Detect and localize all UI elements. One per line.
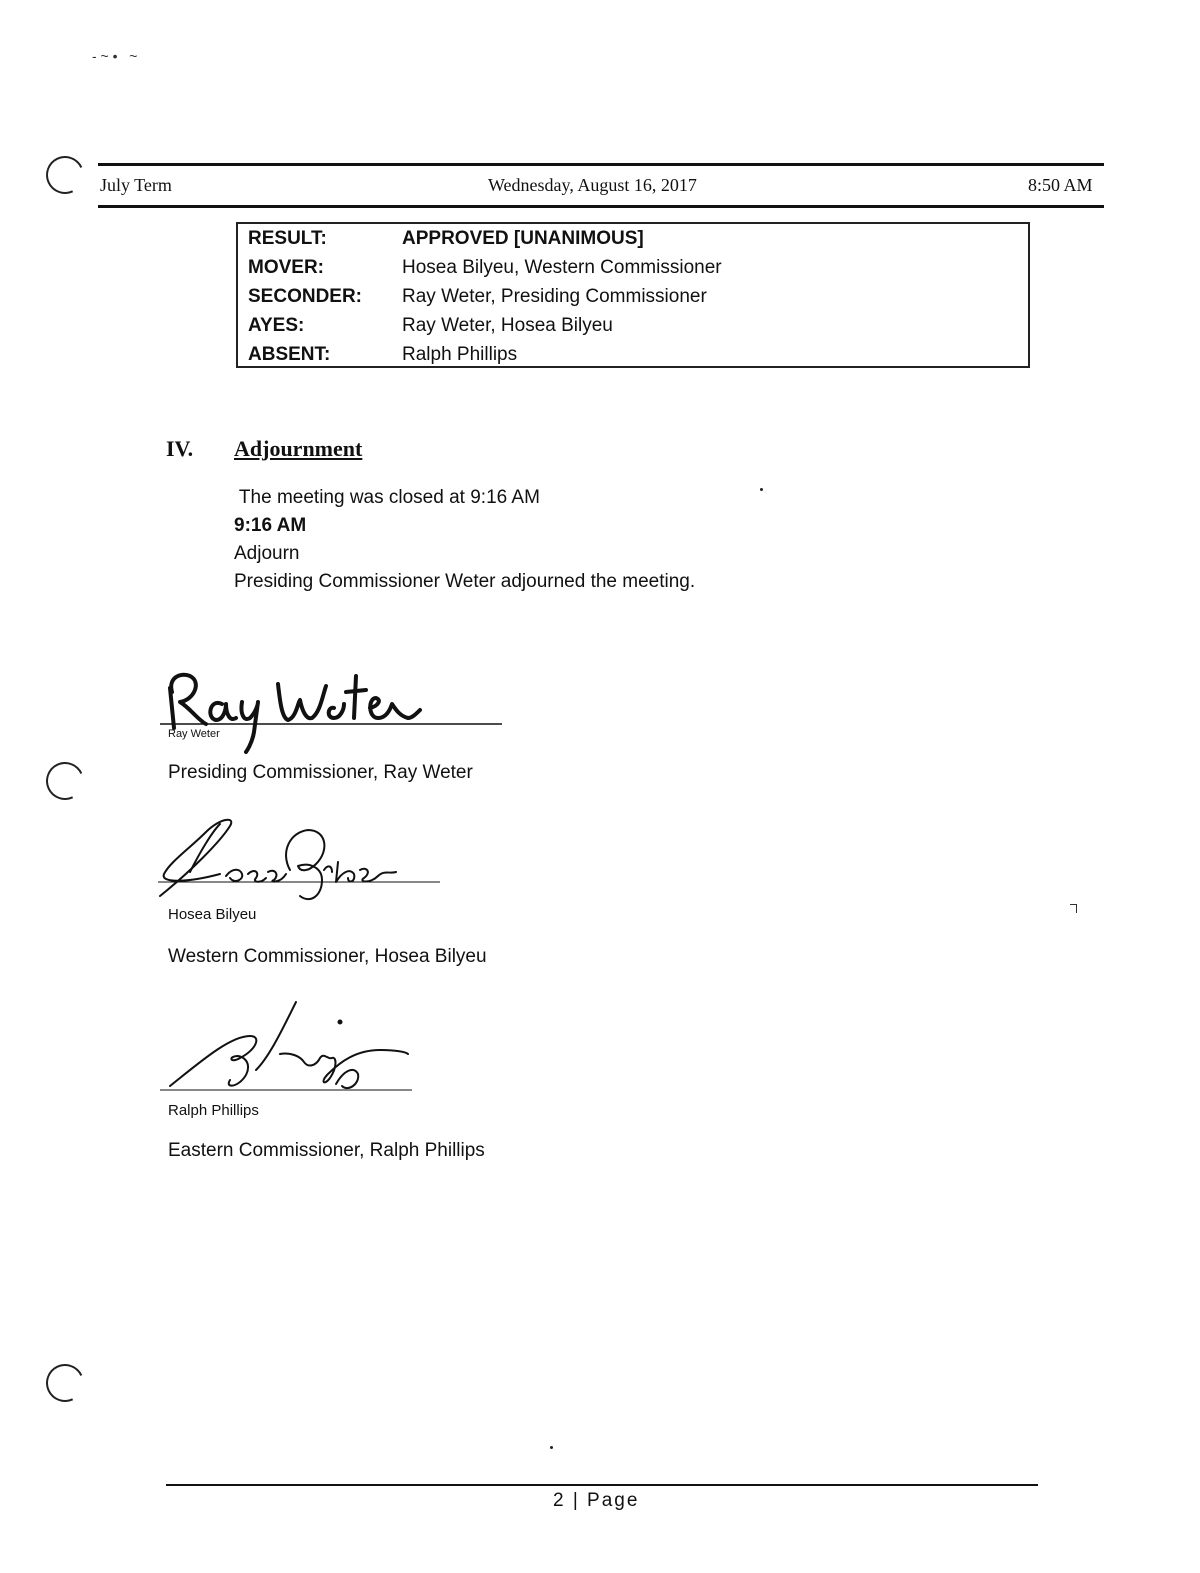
vote-label: MOVER: — [248, 257, 324, 278]
signature-ralph-phillips — [160, 996, 420, 1106]
adjourn-time: 9:16 AM — [234, 515, 307, 536]
signature-title-ralph-phillips: Eastern Commissioner, Ralph Phillips — [168, 1140, 485, 1161]
header-time: 8:50 AM — [1028, 175, 1093, 195]
punch-hole-top — [41, 151, 90, 200]
signature-hosea-bilyeu — [150, 812, 450, 912]
header-bottom-rule — [98, 205, 1104, 208]
adjourn-description: Presiding Commissioner Weter adjourned the meeting. — [234, 571, 696, 592]
vote-label: SECONDER: — [248, 286, 363, 307]
vote-value: Ralph Phillips — [402, 344, 518, 365]
signature-printed-name-hosea-bilyeu: Hosea Bilyeu — [168, 906, 257, 923]
punch-hole-bottom — [41, 1359, 90, 1408]
signature-title-ray-weter: Presiding Commissioner, Ray Weter — [168, 762, 473, 783]
signature-printed-name-ralph-phillips: Ralph Phillips — [168, 1102, 259, 1119]
scan-speck — [1070, 904, 1077, 913]
scan-speck — [760, 488, 763, 491]
footer-rule — [166, 1484, 1038, 1486]
adjourn-label: Adjourn — [234, 543, 300, 564]
vote-summary-box — [236, 222, 1030, 368]
vote-value: APPROVED [UNANIMOUS] — [402, 228, 644, 249]
header-term: July Term — [100, 175, 172, 195]
scan-marks: - ~ • ~ — [92, 48, 138, 64]
vote-label: ABSENT: — [248, 344, 331, 365]
signature-printed-name-ray-weter: Ray Weter — [168, 728, 220, 740]
closing-statement: The meeting was closed at 9:16 AM — [234, 487, 540, 508]
vote-value: Ray Weter, Presiding Commissioner — [402, 286, 707, 307]
section-title: Adjournment — [234, 436, 363, 461]
section-number: IV. — [166, 436, 194, 461]
scan-speck — [550, 1446, 553, 1449]
signature-title-hosea-bilyeu: Western Commissioner, Hosea Bilyeu — [168, 946, 487, 967]
signature-ray-weter — [150, 648, 510, 758]
header-top-rule — [98, 163, 1104, 166]
header-date: Wednesday, August 16, 2017 — [488, 175, 697, 195]
page-number: 2 | Page — [553, 1490, 640, 1511]
vote-label: RESULT: — [248, 228, 327, 249]
vote-label: AYES: — [248, 315, 305, 336]
vote-value: Ray Weter, Hosea Bilyeu — [402, 315, 613, 336]
vote-value: Hosea Bilyeu, Western Commissioner — [402, 257, 722, 278]
punch-hole-middle — [41, 757, 90, 806]
